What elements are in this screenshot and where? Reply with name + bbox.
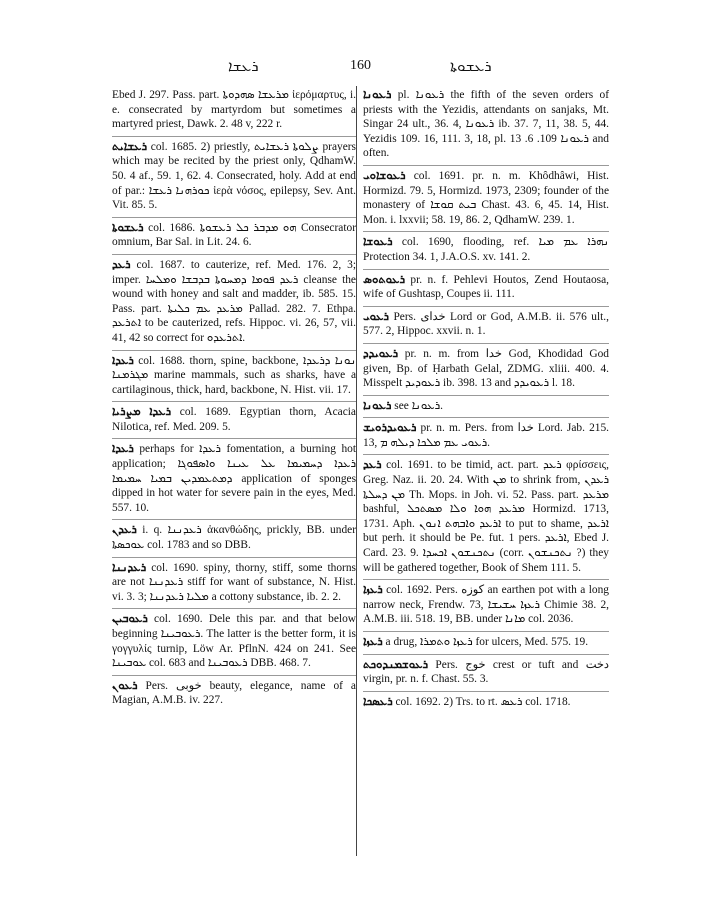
entry-text: Ebed J. 297. Pass. part. ܡܪܥܫܐ ܣܗܕܘܬܐ ἱερόμαρτυς, i. e. consecrated by martyrdom but sometimes a martyred priest, Dawk. 2. 48 v, 222 r. [112,89,356,131]
dictionary-entry [363,654,609,687]
entry-headword: ܪܥܕܢ [112,524,137,537]
entry-text: col. 1687. to cauterize, ref. Med. 176. 2, 3; imper. ܪܥܕ ܦܘܡܐ ܕܡܚܘܬܐ ܒܕܒܫܐ ܘܡܠܚܐ cleanse the wound with honey and salt and madder, ib. 585. 15. Pass. part. ܡܪܥܕ ܥܡ ܟܠܝܬܐ Pallad. 282. 7. Ethpa. ܐܬܪܥܕ to be cauterized, refs. Hippoc. vi. 26, 57, vii. 41, 42 so correct for ܐܬܪܥܕܘ. [112,258,356,344]
entry-headword: ܪܥܙܐ [363,584,383,597]
entry-text: col. 1690. spiny, thorny, stiff, some thorns are not ܪܥܕܢܢܐ stiff for want of substance, N. Hist. vi. 3. 3; ܡܠܝܐ ܪܥܕܢܢܐ a cottony substance, ib. 2. 2. [112,561,357,603]
dictionary-entry [112,136,356,213]
entry-headword: ܪܥܕ [363,459,382,472]
dictionary-entry [112,438,356,515]
dictionary-entry [363,417,609,450]
entry-text: col. 1688. thorn, spine, backbone, ܢܘܢܐ ܕܪܥܕܐ ܡܓܪܡܢܐ marine mammals, such as sharks, have a cartilaginous, thick, hard, backbone, N. Hist. vii. 17. [112,354,357,396]
entry-text: Pers. خدای Lord or God, A.M.B. ii. 576 ult., 577. 2, Hippoc. xxvii. n. 1. [363,310,609,338]
dictionary-entry [112,675,356,708]
entry-headword: ܪܥܘܬܘܣ [363,273,405,286]
entry-headword: ܪܥܘܢ [112,679,138,692]
entry-headword: ܪܥܙܐ [363,636,383,648]
dictionary-entry [112,519,356,552]
dictionary-entry [363,231,609,264]
page-number: 160 [350,58,371,73]
entry-text: col. 1691. pr. n. m. Khôdhâwi, Hist. Hormizd. 79. 5, Hormizd. 1973, 2309; founder of the monastery of ܒܝܬ ܩܘܫܐ Chast. 43. 6, 45. 14, Hist. Mon. i. lxxvii; 58. 19, 86. 2, QdhamW. 239. 1. [363,169,609,226]
entry-text: pr. n. f. Pehlevi Houtos, Zend Houtaosa, wife of Gushtasp, Coupes ii. 111. [363,273,609,301]
dictionary-entry [112,88,356,132]
running-head-left: ܪܥܫܐ [228,59,259,75]
right-column [363,88,609,713]
entry-text: pr. n. m. from خدا God, Khodidad God given, Bp. of Ḥarbath Gelal, ZDMG. xliii. 400. 4. Misspelt ܪܥܘܕܝܕ ib. 398. 13 and ܪܥܘܝܕܕ l. 18. [363,347,609,390]
dictionary-entry [112,350,356,398]
entry-text: col. 1689. Egyptian thorn, Acacia Nilotica, ref. Med. 209. 5. [112,406,356,433]
dictionary-entry [363,88,609,161]
entry-headword: ܪܥܘܝܕܪܘܝܫ [363,422,417,435]
entry-headword: ܪܥܣܟܐ [363,695,393,708]
entry-text: Pers. خوبی beauty, elegance, name of a Magian, A.M.B. iv. 227. [112,679,356,707]
entry-text: a drug, ܪܥܙܐ ܘܬܡܪܐ for ulcers, Med. 575. 19. [385,636,589,648]
entry-text: col. 1690. Dele this par. and that below beginning ܪܥܘܒܝܢܐ. The latter is the better form, it is γογγυλίς turnip, Löw Ar. PflnN. 424 on 241. See ܥܘܒܝܢܐ col. 683 and ܪܥܘܒܝܢܐ DBB. 468. 7. [112,613,356,670]
entry-headword: ܪܥܘܒܝܢ [112,613,148,626]
entry-text: col. 1691. to be timid, act. part. ܪܥܕ φρίσσεις, Greg. Naz. ii. 20. 24. With ܡܢ to shrink from, ܪܥܕܢ ܡܢ ܕܚܠܬܐ Th. Mops. in Joh. vi. 52. Pass. part. ܡܪܥܕ bashful, ܡܪܥܕ ܗܘܐ ܘܠܐ ܡܣܬܟܠ Hormizd. 1713, 1731. Aph. ܐܪܥܕ ܘܐܒܗܬ ܐܢܘܢ to put to shame, ܐܪܥܕ but perh. it should be Pe. fut. 1 pers. ܐܪܥܕ, Ebed J. Card. 23. 9. ܢܬܟܢܫܘܢ ܐܟܚܕܐ (corr. ܢܬܟܢܫܘܢ ?) they will be gathered together, Book of Shem 111. 5. [363,459,610,574]
entry-headword: ܪܥܕܐ [112,443,134,456]
entry-headword: ܪܥܫܐܝܬ [112,140,148,153]
dictionary-entry [363,343,609,391]
entry-headword: ܪܥܕܐ ܡܨܪܝܐ [112,406,172,419]
entry-text: pl. ܪܥܘܢܐ the fifth of the seven orders of priests with the Yezidis, attendants on sanjaks, Mt. Singar 24 ult., 36. 4, ܪܥܘܢܐ ib. 37. 7, 11, 38. 5, 44. Yezidis 109. 16, 111. 3, 18, pl. ܪܥܘܢܐ 109. 6. 13 and often. [363,89,610,160]
entry-headword: ܪܥܘܝ [363,310,389,323]
entry-headword: ܪܥܘܫܐܘܝ [363,169,406,182]
dictionary-entry [363,579,609,627]
dictionary-entry [112,217,356,250]
dictionary-entry [363,691,609,710]
dictionary-entry [112,254,356,346]
dictionary-entry [363,165,609,227]
entry-text: perhaps for ܪܥܕܐ fomentation, a burning hot application; ܪܥܕܐ ܕܚܡܝܡܐ ܥܠ ܥܝܢܐ ܘܐܣܦܘܓܐ ܕܡܬܥܡܕܝܢ ܒܡܝܐ ܚܡܝܡܐ application of sponges dipped in hot water for severe pain in the eyes, Med. 557. 10. [112,443,357,514]
dictionary-entry [112,608,356,670]
entry-text: col. 1686. ܗܘ ܡܕܒܪ ܟܠ ܪܥܫܘܬܐ Consecrator omnium, Bar Sal. in Lit. 24. 6. [112,221,356,249]
entry-text: col. 1692. Pers. کوزه an earthen pot with a long narrow neck, Frendw. 73, ܪܥܙܐ ܚܫܝܫܐ Chimie 38. 2, A.M.B. iii. 518. 19, BB. under ܡܐܢܐ col. 2036. [363,584,609,626]
dictionary-entry [112,557,356,605]
entry-headword: ܪܥܕܢܢܐ [112,561,147,574]
entry-headword: ܪܥܕ [112,258,131,271]
entry-text: see ܪܥܘܢܐ. [394,399,443,412]
entry-headword: ܪܥܫܘܬܐ [112,221,144,234]
dictionary-entry [363,631,609,650]
column-divider [356,86,357,856]
dictionary-entry [363,269,609,302]
entry-headword: ܪܥܘܢܐ [363,399,392,412]
entry-headword: ܪܥܘܫܡܢܕܘܟܬ [363,658,429,671]
entry-text: col. 1690, flooding, ref. ܢܗܪܐ ܥܡ ܡܝܐ Protection 34. 1, J.A.O.S. xv. 141. 2. [363,236,609,263]
dictionary-entry [112,401,356,434]
left-column [112,88,356,712]
dictionary-entry [363,454,609,575]
running-head-right: ܪܥܫܘܬܐ [450,59,492,75]
entry-text: Pers. خوج crest or tuft and دخت virgin, pr. n. f. Chast. 55. 3. [363,658,609,686]
entry-text: pr. n. m. Pers. from خدا Lord. Jab. 215. 13, ܪܥܘܝ ܥܡ ܡܠܟܐ ܕܝܠܗ ܡ. [363,422,609,449]
dictionary-entry [363,395,609,414]
entry-text: col. 1692. 2) Trs. to rt. ܪܥܣ col. 1718. [395,695,571,708]
entry-text: col. 1685. 2) priestly, ܨܠܘܬܐ ܪܥܫܐܝܬ prayers which may be recited by the priest only, QdhamW. 50. 4 af., 59. 1, 62. 4. Consecrated, holy. Add at end of par.: ܟܘܪܗܢܐ ܪܥܫܐ ἱερὰ νόσος, epilepsy, Sev. Ant. Vit. 85. 5. [112,140,356,212]
dictionary-entry [363,306,609,339]
entry-headword: ܪܥܕܐ [112,354,134,367]
entry-text: i. q. ܪܥܕܢܢܐ ἀκανθώδης, prickly, BB. under ܥܘܟܣܬܐ col. 1783 and so DBB. [112,524,356,552]
entry-headword: ܪܥܘܝܕܕ [363,347,399,360]
entry-headword: ܪܥܘܢܐ [363,89,392,101]
entry-headword: ܪܥܘܫܐ [363,236,393,249]
